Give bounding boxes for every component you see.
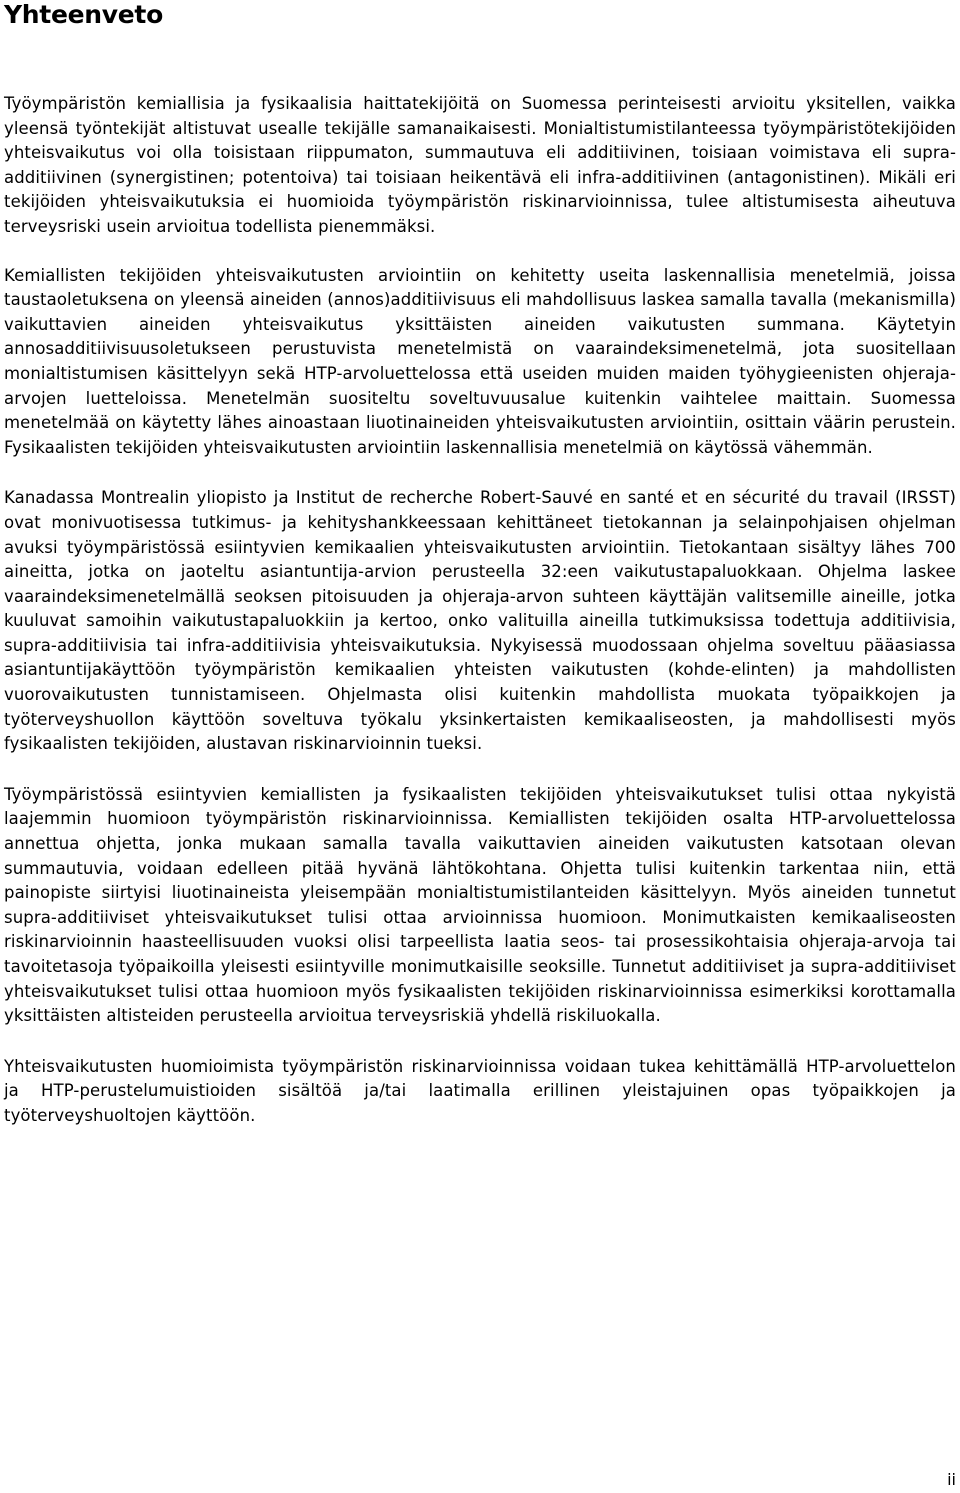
paragraph-2: Kemiallisten tekijöiden yhteisvaikutusten arviointiin on kehitetty useita laskennallisia menetelmiä, joissa taustaoletuksena on yleensä aineiden (annos)additiivisuus eli mahdollisuus laskea samalla tavalla (mekanismilla) vaikuttavien aineiden yhteisvaikutus yksittäisten aineiden vaikutusten summana. Käytetyin annosadditiivisuusoletukseen perustuvista menetelmistä on vaaraindeksimenetelmä, jota suositellaan monialtistumisen käsittelyyn sekä HTP-arvoluettelossa että useiden muiden maiden työhygieenisten ohjeraja-arvojen luetteloissa. Menetelmän suositeltu soveltuvuusalue kuitenkin vaihtelee maittain. Suomessa menetelmää on käytetty lähes ainoastaan liuotinaineiden yhteisvaikutusten arviointiin, osittain väärin perustein. Fysikaalisten tekijöiden yhteisvaikutusten arviointiin laskennallisia menetelmiä on käytössä vähemmän. bbox=[4, 265, 956, 457]
document-page bbox=[4, 0, 956, 1129]
page-title: Yhteenveto bbox=[4, 0, 163, 29]
paragraph-4: Työympäristössä esiintyvien kemiallisten ja fysikaalisten tekijöiden yhteisvaikutukset tulisi ottaa nykyistä laajemmin huomioon työympäristön riskinarvioinnissa. Kemiallisten tekijöiden osalta HTP-arvoluettelossa annettua ohjetta, jonka mukaan samalla tavalla vaikuttavien aineiden vaikutusten katsotaan olevan summautuvia, voidaan edelleen pitää hyvänä lähtökohtana. Ohjetta tulisi kuitenkin tarkentaa niin, että painopiste siirtyisi liuotinaineista yleisempään monialtistumistilanteiden käsittelyyn. Myös aineiden tunnetut supra-additiiviset yhteisvaikutukset tulisi ottaa arvioinnissa huomioon. Monimutkaisten kemikaaliseosten riskinarvioinnin haasteellisuuden vuoksi olisi tarpeellista laatia seos- tai prosessikohtaisia ohjeraja-arvoja tai tavoitetasoja työpaikoilla yleisesti esiintyville monimutkaisille seoksille. Tunnetut additiiviset ja supra-additiiviset yhteisvaikutukset tulisi ottaa huomioon myös fysikaalisten tekijöiden riskinarvioinnissa esimerkiksi korottamalla yksittäisten altisteiden perusteella arvioitua terveysriskiä yhdellä riskiluokalla. bbox=[4, 784, 956, 1026]
page-number: ii bbox=[947, 1470, 956, 1489]
paragraph-5: Yhteisvaikutusten huomioimista työympäristön riskinarvioinnissa voidaan tukea kehittämällä HTP-arvoluettelon ja HTP-perustelumuistioiden sisältöä ja/tai laatimalla erillinen yleistajuinen opas työpaikkojen ja työterveyshuoltojen käyttöön. bbox=[4, 1056, 956, 1125]
paragraph-3: Kanadassa Montrealin yliopisto ja Institut de recherche Robert-Sauvé en santé et en sécurité du travail (IRSST) ovat monivuotisessa tutkimus- ja kehityshankkeessaan kehittäneet tietokannan ja selainpohjaisen ohjelman avuksi työympäristössä esiintyvien kemikaalien yhteisvaikutusten arviointiin. Tietokantaan sisältyy lähes 700 aineitta, jotka on jaoteltu asiantuntija-arvion perusteella 32:een vaikutustapaluokkaan. Ohjelma laskee vaaraindeksimenetelmällä seoksen pitoisuuden ja ohjeraja-arvon suhteen käyttäjän valitsemille aineille, jotka kuuluvat samoihin vaikutustapaluokkiin ja kertoo, onko valituilla aineilla tutkimuksissa todettuja additiivisia, supra-additiivisia tai infra-additiivisia yhteisvaikutuksia. Nykyisessä muodossaan ohjelma soveltuu pääasiassa asiantuntijakäyttöön työympäristön kemikaalien yhteisten vaikutusten (kohde-elinten) ja mahdollisten vuorovaikutusten tunnistamiseen. Ohjelmasta olisi kuitenkin mahdollista muokata työpaikkojen ja työterveyshuollon käyttöön soveltuva työkalu yksinkertaisten kemikaaliseosten, ja mahdollisesti myös fysikaalisten tekijöiden, alustavan riskinarvioinnin tueksi. bbox=[4, 488, 956, 754]
paragraph-1: Työympäristön kemiallisia ja fysikaalisia haittatekijöitä on Suomessa perinteisesti arvioitu yksitellen, vaikka yleensä työntekijät altistuvat usealle tekijälle samanaikaisesti. Monialtistumistilanteessa työympäristötekijöiden yhteisvaikutus voi olla toisistaan riippumaton, summautuva eli additiivinen, toisiaan voimistava eli supra-additiivinen (synergistinen; potentoiva) tai toisiaan heikentävä eli infra-additiivinen (antagonistinen). Mikäli eri tekijöiden yhteisvaikutuksia ei huomioida työympäristön riskinarvioinnissa, tulee altistumisesta aiheutuva terveysriski usein arvioitua todellista pienemmäksi. bbox=[4, 94, 956, 236]
